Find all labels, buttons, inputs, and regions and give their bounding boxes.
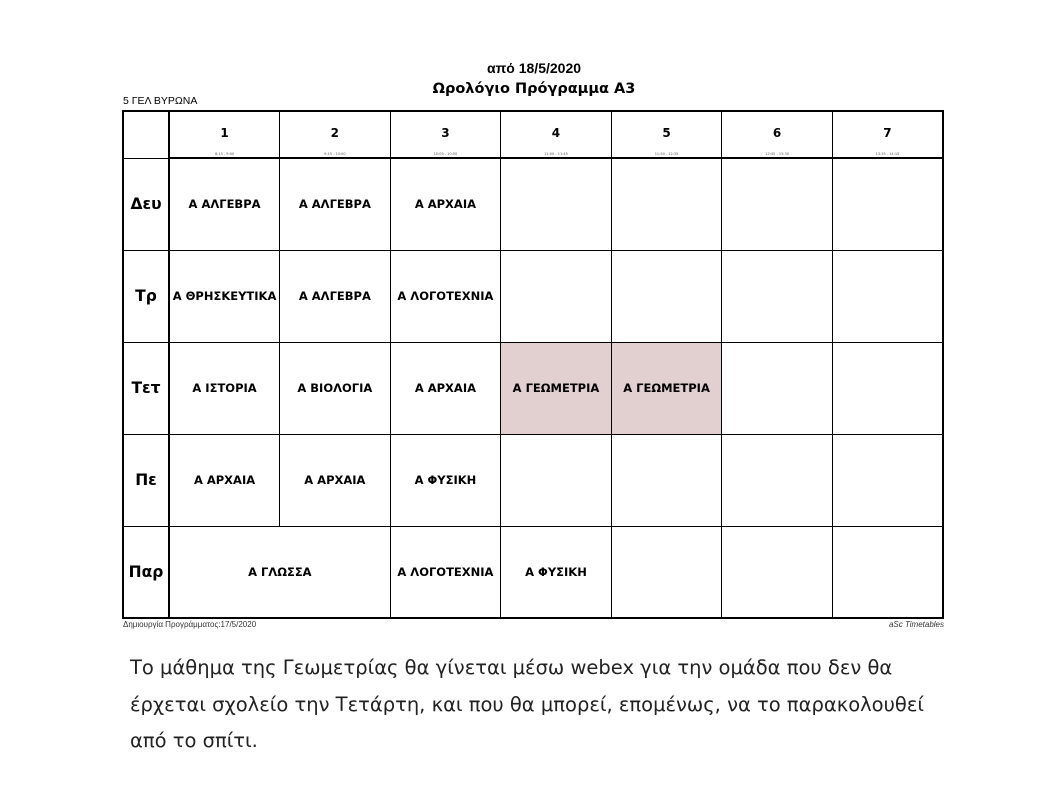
lesson-cell xyxy=(832,250,943,342)
lesson-cell xyxy=(611,250,722,342)
period-header-row xyxy=(123,111,943,158)
period-time: 11:50 - 12:35 xyxy=(654,152,679,156)
day-row-friday xyxy=(123,526,943,618)
lesson-cell: Α ΦΥΣΙΚΗ xyxy=(501,526,612,618)
lesson-cell xyxy=(832,158,943,250)
lesson-cell: Α ΛΟΓΟΤΕΧΝΙΑ xyxy=(390,250,501,342)
lesson-cell xyxy=(832,526,943,618)
lesson-cell xyxy=(832,342,943,434)
schedule-title: Ωρολόγιο Πρόγραμμα Α3 xyxy=(432,81,636,97)
timetable xyxy=(122,110,944,619)
period-number: 2 xyxy=(330,126,340,140)
lesson-cell: Α ΙΣΤΟΡΙΑ xyxy=(169,342,280,434)
lesson-cell xyxy=(501,434,612,526)
day-row-wednesday xyxy=(123,342,943,434)
lesson-cell xyxy=(501,158,612,250)
day-label: Πε xyxy=(123,434,169,526)
lesson-cell: Α ΑΛΓΕΒΡΑ xyxy=(169,158,280,250)
lesson-cell xyxy=(722,250,833,342)
period-number: 7 xyxy=(883,126,892,140)
lesson-cell: Α ΦΥΣΙΚΗ xyxy=(390,434,501,526)
day-label: Παρ xyxy=(123,526,169,618)
lesson-cell: Α ΛΟΓΟΤΕΧΝΙΑ xyxy=(390,526,501,618)
lesson-cell: Α ΑΡΧΑΙΑ xyxy=(390,342,501,434)
lesson-cell: Α ΑΡΧΑΙΑ xyxy=(390,158,501,250)
lesson-cell xyxy=(722,434,833,526)
lesson-cell-double: Α ΓΛΩΣΣΑ xyxy=(169,526,390,618)
period-number: 1 xyxy=(220,126,229,140)
lesson-cell xyxy=(611,434,722,526)
period-time: 8:15 - 9:00 xyxy=(214,152,235,156)
lesson-cell xyxy=(722,342,833,434)
day-row-monday xyxy=(123,158,943,250)
period-number: 5 xyxy=(662,126,671,140)
day-row-thursday xyxy=(123,434,943,526)
schedule-date: από 18/5/2020 xyxy=(486,60,582,76)
announcement-text: Το μάθημα της Γεωμετρίας θα γίνεται μέσω webex για την ομάδα που δεν θα έρχεται σχολείο την Τετάρτη, και που θα μπορεί, επομένως, να το παρακολουθεί από το σπίτι. xyxy=(130,656,924,752)
period-header-4 xyxy=(501,111,612,158)
lesson-cell xyxy=(611,526,722,618)
period-header-6 xyxy=(722,111,833,158)
period-time: 13:35 - 14:15 xyxy=(875,152,900,156)
lesson-cell: Α ΘΡΗΣΚΕΥΤΙΚΑ xyxy=(169,250,280,342)
period-time: 12:45 - 13:30 xyxy=(765,152,789,156)
lesson-cell-highlighted: Α ΓΕΩΜΕΤΡΙΑ xyxy=(501,342,612,434)
period-header-3 xyxy=(390,111,501,158)
lesson-cell: Α ΑΡΧΑΙΑ xyxy=(169,434,280,526)
lesson-cell xyxy=(722,158,833,250)
day-row-tuesday xyxy=(123,250,943,342)
school-name: 5 ΓΕΛ ΒΥΡΩΝΑ xyxy=(123,95,198,107)
day-label: Τρ xyxy=(123,250,169,342)
period-number: 6 xyxy=(772,126,782,140)
day-label: Τετ xyxy=(123,342,169,434)
period-header-1 xyxy=(169,111,280,158)
period-time: 10:05 - 10:50 xyxy=(433,152,458,156)
period-header-7 xyxy=(832,111,943,158)
period-number: 3 xyxy=(441,126,450,140)
lesson-cell: Α ΒΙΟΛΟΓΙΑ xyxy=(280,342,391,434)
period-header-2 xyxy=(280,111,391,158)
period-header-5 xyxy=(611,111,722,158)
day-label: Δευ xyxy=(123,158,169,250)
lesson-cell: Α ΑΡΧΑΙΑ xyxy=(280,434,391,526)
creation-date-note: Δημιουργία Προγράμματος:17/5/2020 xyxy=(123,620,257,629)
period-time: 9:15 - 10:00 xyxy=(324,152,346,156)
lesson-cell: Α ΑΛΓΕΒΡΑ xyxy=(280,158,391,250)
lesson-cell-highlighted: Α ΓΕΩΜΕΤΡΙΑ xyxy=(611,342,722,434)
lesson-cell xyxy=(832,434,943,526)
lesson-cell xyxy=(611,158,722,250)
lesson-cell xyxy=(501,250,612,342)
corner-cell xyxy=(123,111,169,158)
period-time: 11:00 - 11:45 xyxy=(544,152,568,156)
period-number: 4 xyxy=(551,126,561,140)
lesson-cell xyxy=(722,526,833,618)
lesson-cell: Α ΑΛΓΕΒΡΑ xyxy=(280,250,391,342)
software-credit: aSc Timetables xyxy=(888,620,944,629)
